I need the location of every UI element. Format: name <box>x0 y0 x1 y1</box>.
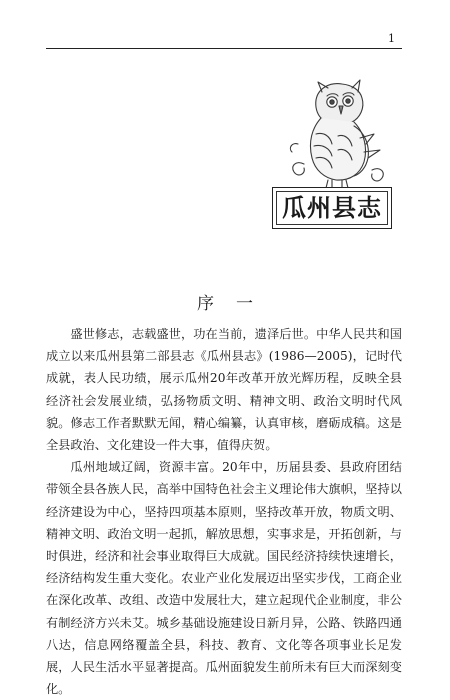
book-title: 瓜州县志 <box>282 194 382 222</box>
paragraph-2: 瓜州地域辽阔，资源丰富。20年中，历届县委、县政府团结带领全县各族人民，高举中国特色社会主义理论伟大旗帜，坚持以经济建设为中心，坚持四项基本原则，坚持改革开放，物质文明、精神文明、政治文明一起抓，解放思想，实事求是，开拓创新，与时俱进，经济和社会事业取得巨大成就。国民经济持续快速增长，经济结构发生重大变化。农业产业化发展迈出坚实步伐，工商企业在深化改革、改组、改造中发展壮大，建立起现代企业制度，非公有制经济方兴未艾。城乡基础设施建设日新月异，公路、铁路四通八达，信息网络覆盖全县，科技、教育、文化等各项事业长足发展，人民生活水平显著提高。瓜州面貌发生前所未有巨大而深刻变化。 <box>46 460 402 697</box>
section-heading: 序一 <box>197 294 275 314</box>
body-text <box>46 323 402 700</box>
page-number: 1 <box>388 32 395 45</box>
header-rule <box>46 48 402 49</box>
paragraph-1: 盛世修志，志载盛世，功在当前，遗泽后世。中华人民共和国成立以来瓜州县第二部县志《瓜州县志》(1986—2005)，记时代成就，表人民功绩，展示瓜州20年改革开放光辉历程，反映全县经济社会发展业绩，弘扬物质文明、精神文明、政治文明时代风貌。修志工作者默默无闻，精心编纂，认真审核，磨砺成稿。这是全县政治、文化建设一件大事，值得庆贺。 <box>46 327 402 453</box>
book-title-box <box>272 187 392 229</box>
book-title-inner-frame <box>276 191 388 225</box>
